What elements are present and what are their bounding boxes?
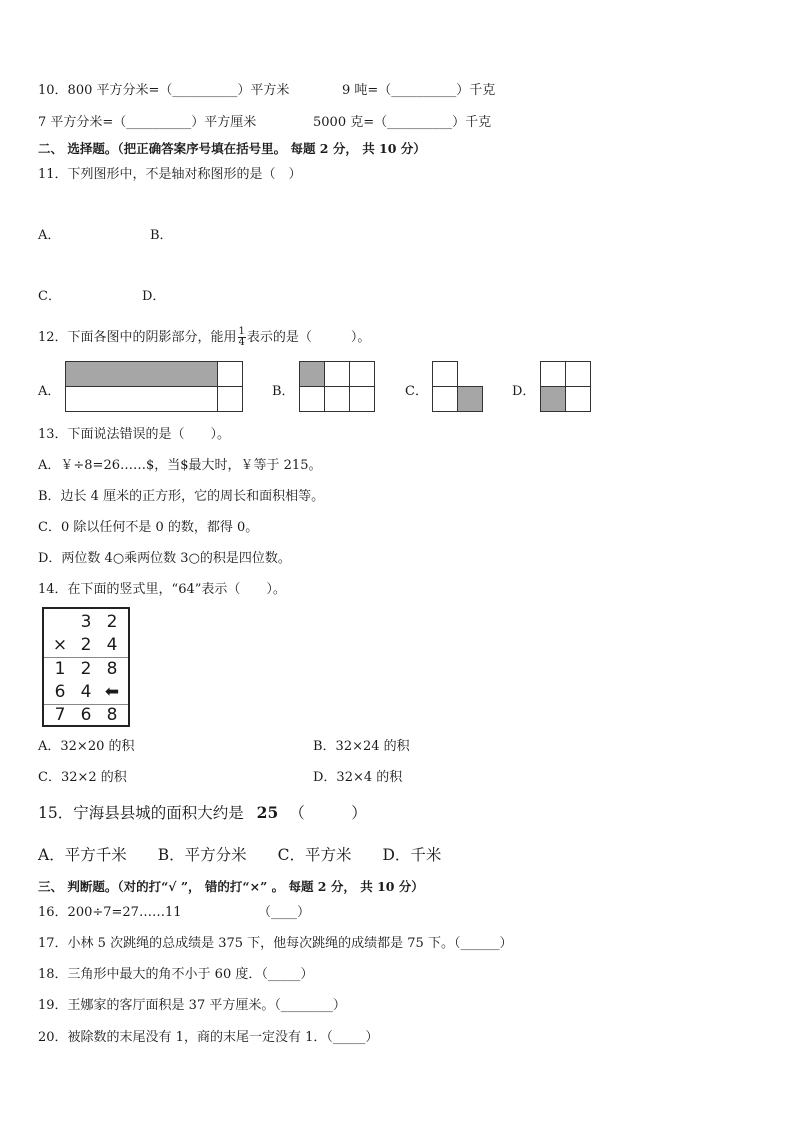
figure-b-cell (324, 361, 350, 387)
calc-digit: 2 (106, 612, 118, 632)
q16-text: 16．200÷7=27……11 (38, 905, 182, 920)
figure-b-cell (324, 386, 350, 412)
calc-digit: 3 (80, 612, 92, 632)
q10-row2-right: 5000 克=（__________）千克 (313, 115, 492, 130)
times-sign: × (52, 635, 68, 655)
q15-stem-post: （ ） (289, 804, 367, 822)
calc-digit: 7 (54, 705, 66, 725)
q11-option-a: A． (38, 228, 61, 243)
figure-b-cell (349, 361, 375, 387)
figure-d-cell (565, 386, 591, 412)
figure-c-shaded-cell (457, 386, 483, 412)
calc-digit: 8 (106, 705, 118, 725)
figure-b-cell (299, 386, 325, 412)
figure-a-cell (217, 361, 243, 387)
figure-a-cell (217, 386, 243, 412)
arrow-left-icon: ⬅ (104, 682, 120, 702)
q17-text: 17．小林 5 次跳绳的总成绩是 375 下，他每次跳绳的成绩都是 75 下。（______） (38, 936, 513, 951)
q19-text: 19．王娜家的客厅面积是 37 平方厘米。（________） (38, 998, 346, 1013)
q18-text: 18．三角形中最大的角不小于 60 度．（_____） (38, 967, 314, 982)
figure-b-shaded-cell (299, 361, 325, 387)
q14-option-b: B．32×24 的积 (313, 739, 410, 754)
q15-stem-pre: 15．宁海县县城的面积大约是 (38, 804, 244, 822)
q15-stem (38, 804, 367, 822)
calc-digit: 6 (80, 705, 92, 725)
figure-c-cell (432, 386, 458, 412)
q13-option-a: A．￥÷8=26……$，当$最大时，￥等于 215。 (38, 458, 322, 473)
q12-option-d: D． (512, 384, 536, 399)
vertical-multiplication (42, 607, 130, 727)
calc-digit: 1 (54, 659, 66, 679)
q12-stem-before: 12．下面各图中的阴影部分，能用 (38, 330, 237, 345)
q16-answer-blank[interactable]: （____） (258, 905, 311, 920)
calc-digit: 8 (106, 659, 118, 679)
calc-row (44, 704, 128, 727)
calc-digit: 2 (80, 659, 92, 679)
calc-digit: 6 (54, 682, 66, 702)
figure-a-shaded-cell (65, 361, 218, 387)
q14-stem: 14．在下面的竖式里，“64”表示（ ）。 (38, 582, 286, 597)
q12-stem-after: 表示的是（ ）。 (246, 330, 371, 345)
one-quarter-fraction (238, 327, 246, 348)
q11-stem: 11．下列图形中，不是轴对称图形的是（ ） (38, 167, 302, 182)
q12-option-b: B． (272, 384, 295, 399)
q12-option-a: A． (38, 384, 61, 399)
figure-d-shaded-cell (540, 386, 566, 412)
q10-row2-left: 7 平方分米=（__________）平方厘米 (38, 115, 257, 130)
figure-d-cell (540, 361, 566, 387)
calc-row (44, 681, 128, 704)
figure-c-cell (432, 361, 458, 387)
calc-digit: 4 (106, 635, 118, 655)
q13-stem: 13．下面说法错误的是（ ）。 (38, 427, 231, 442)
fraction-denominator: 4 (238, 337, 245, 348)
q11-option-d: D． (142, 289, 166, 304)
q10-row1-left: 10．800 平方分米=（__________）平方米 (38, 83, 290, 98)
q11-option-b: B． (150, 228, 173, 243)
q11-option-c: C． (38, 289, 61, 304)
q14-option-a: A．32×20 的积 (38, 739, 135, 754)
section-2-heading: 二、 选择题。（把正确答案序号填在括号里。 每题 2 分， 共 10 分） (38, 141, 426, 156)
q10-row1-right: 9 吨=（__________）千克 (342, 83, 496, 98)
q20-text: 20．被除数的末尾没有 1，商的末尾一定没有 1．（_____） (38, 1030, 379, 1045)
q12-stem (38, 327, 370, 348)
q13-option-c: C．0 除以任何不是 0 的数，都得 0。 (38, 520, 259, 535)
q14-option-d: D．32×4 的积 (313, 770, 403, 785)
q15-options: A．平方千米 B．平方分米 C．平方米 D．千米 (38, 846, 442, 864)
figure-b-cell (349, 386, 375, 412)
fraction-numerator: 1 (238, 326, 245, 337)
calc-row (44, 658, 128, 681)
figure-d-cell (565, 361, 591, 387)
q12-option-c: C． (405, 384, 428, 399)
calc-digit: 2 (80, 635, 92, 655)
calc-digit: 4 (80, 682, 92, 702)
q14-option-c: C．32×2 的积 (38, 770, 127, 785)
section-3-heading: 三、 判断题。（对的打“√ ”， 错的打“×” 。 每题 2 分， 共 10 分） (38, 879, 424, 894)
q13-option-d: D．两位数 4○乘两位数 3○的积是四位数。 (38, 551, 291, 566)
q13-option-b: B．边长 4 厘米的正方形，它的周长和面积相等。 (38, 489, 325, 504)
calc-row (44, 611, 128, 634)
figure-a-cell (65, 386, 218, 412)
q15-number: 25 (256, 803, 279, 822)
calc-row (44, 634, 128, 657)
